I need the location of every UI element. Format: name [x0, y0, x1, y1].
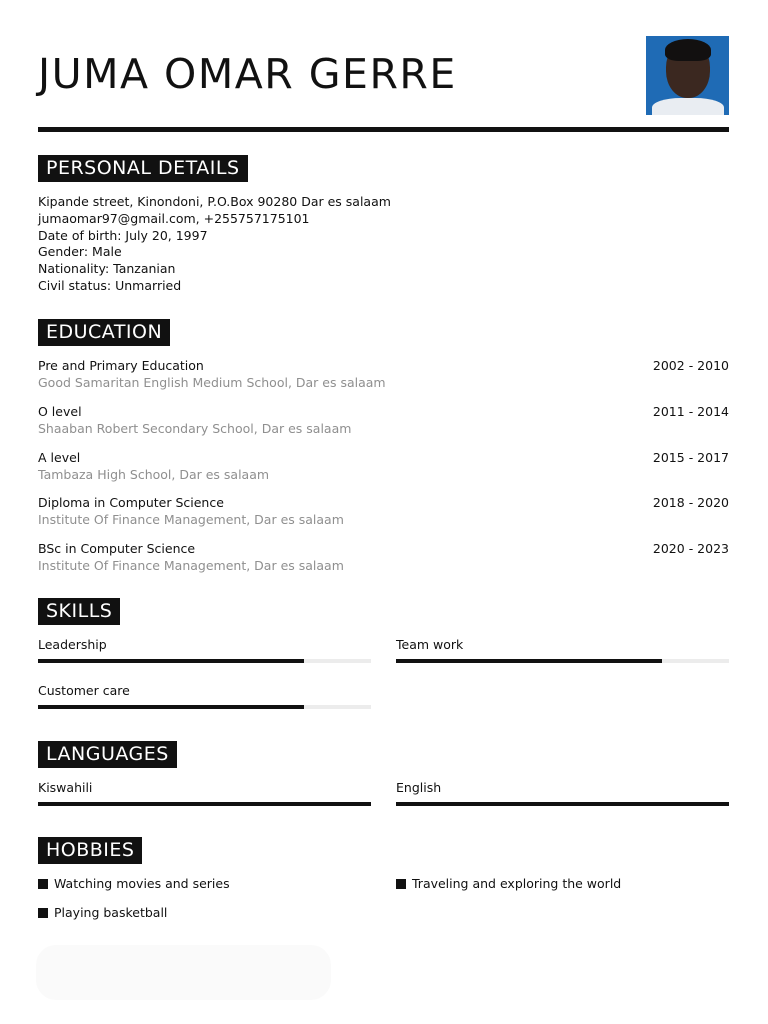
language-item: [396, 780, 729, 810]
section-title-education: EDUCATION: [38, 319, 170, 346]
hobby-item: [38, 905, 167, 920]
language-bar-track: [396, 802, 729, 806]
skill-item: [38, 683, 371, 713]
address-text: Kipande street, Kinondoni, P.O.Box 90280 Dar es salaam: [38, 194, 391, 209]
personal-details: [38, 194, 638, 295]
photo-shirt: [652, 98, 724, 115]
education-school: Institute Of Finance Management, Dar es salaam: [38, 512, 344, 527]
skill-label: Leadership: [38, 637, 107, 652]
civil-status-text: Civil status: Unmarried: [38, 277, 182, 293]
header: [38, 36, 729, 132]
hobby-item: [38, 876, 230, 891]
hobby-item: [396, 876, 621, 891]
section-title-skills: SKILLS: [38, 598, 120, 625]
education-years: 2015 - 2017: [652, 450, 729, 465]
education-item: [38, 404, 729, 438]
candidate-name: JUMA OMAR GERRE: [38, 50, 457, 98]
section-title-personal: PERSONAL DETAILS: [38, 155, 248, 182]
skill-bar-fill: [396, 659, 662, 663]
contact-text: jumaomar97@gmail.com, +255757175101: [38, 210, 310, 226]
hobby-text: Watching movies and series: [54, 876, 230, 891]
education-item: [38, 541, 729, 575]
education-item: [38, 358, 729, 392]
skill-item: [38, 637, 371, 667]
skill-item: [396, 637, 729, 667]
language-bar-fill: [38, 802, 371, 806]
education-school: Institute Of Finance Management, Dar es salaam: [38, 558, 344, 573]
section-title-languages: LANGUAGES: [38, 741, 177, 768]
skill-label: Team work: [396, 637, 464, 652]
skill-bar-track: [38, 705, 371, 709]
language-item: [38, 780, 371, 810]
language-bar-fill: [396, 802, 729, 806]
education-title: Pre and Primary Education: [38, 358, 204, 373]
square-bullet-icon: [396, 879, 406, 889]
education-years: 2011 - 2014: [652, 404, 729, 419]
header-divider: [38, 127, 729, 132]
hobby-text: Playing basketball: [54, 905, 168, 920]
education-title: Diploma in Computer Science: [38, 495, 224, 510]
square-bullet-icon: [38, 879, 48, 889]
gender-text: Gender: Male: [38, 244, 122, 260]
profile-photo: [646, 36, 729, 115]
education-years: 2002 - 2010: [652, 358, 729, 373]
education-title: O level: [38, 404, 82, 419]
hobby-text: Traveling and exploring the world: [412, 876, 622, 891]
education-school: Shaaban Robert Secondary School, Dar es salaam: [38, 421, 352, 436]
education-item: [38, 495, 729, 529]
language-label: English: [396, 780, 442, 795]
square-bullet-icon: [38, 908, 48, 918]
education-school: Tambaza High School, Dar es salaam: [38, 467, 270, 482]
language-label: Kiswahili: [38, 780, 93, 795]
section-title-hobbies: HOBBIES: [38, 837, 142, 864]
photo-hair: [665, 39, 711, 61]
education-years: 2018 - 2020: [652, 495, 729, 510]
education-title: A level: [38, 450, 81, 465]
skill-bar-fill: [38, 705, 304, 709]
skill-label: Customer care: [38, 683, 130, 698]
skill-bar-track: [38, 659, 371, 663]
education-years: 2020 - 2023: [652, 541, 729, 556]
skill-bar-fill: [38, 659, 304, 663]
education-title: BSc in Computer Science: [38, 541, 196, 556]
skill-bar-track: [396, 659, 729, 663]
nationality-text: Nationality: Tanzanian: [38, 261, 176, 277]
education-school: Good Samaritan English Medium School, Dar es salaam: [38, 375, 386, 390]
dob-text: Date of birth: July 20, 1997: [38, 227, 208, 243]
language-bar-track: [38, 802, 371, 806]
education-item: [38, 450, 729, 484]
faded-footer-area: [36, 945, 331, 1000]
